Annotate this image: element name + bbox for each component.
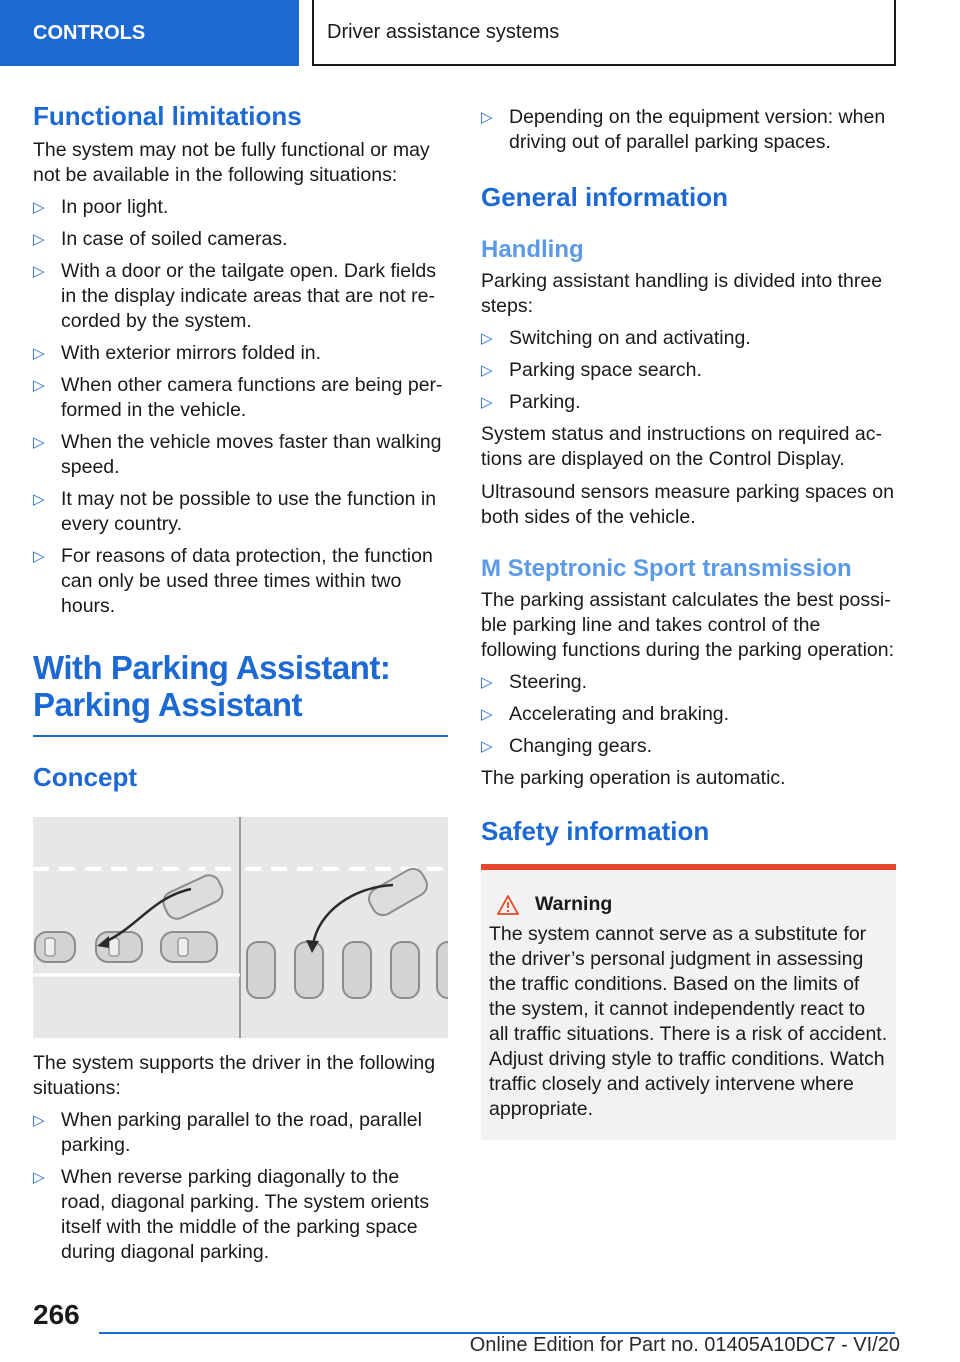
steptronic-list <box>481 670 896 759</box>
list-item-text: Parking. <box>509 391 581 413</box>
continued-list <box>481 105 896 155</box>
functional-limitations-heading: Functional limitations <box>33 101 302 131</box>
triangle-bullet-icon: ▷ <box>33 434 45 451</box>
list-item-text: In poor light. <box>61 196 169 218</box>
parking-illustration-graphic <box>33 817 448 1038</box>
concept-intro: The system supports the driver in the following situations: <box>33 1052 436 1099</box>
warning-title: Warning <box>535 893 613 915</box>
safety-information-heading: Safety information <box>481 816 710 846</box>
triangle-bullet-icon: ▷ <box>33 377 45 394</box>
list-item <box>33 430 448 480</box>
list-item <box>33 341 448 366</box>
list-item-text: In case of soiled cameras. <box>61 228 288 250</box>
functional-limitations-intro: The system may not be fully functional or may not be available in the following situations: <box>33 139 430 186</box>
left-column <box>33 100 448 1265</box>
triangle-bullet-icon: ▷ <box>481 330 493 347</box>
list-item <box>33 373 448 423</box>
triangle-bullet-icon: ▷ <box>33 199 45 216</box>
list-item <box>481 105 896 155</box>
parking-illustration <box>33 817 448 1038</box>
list-item-text: Steering. <box>509 671 588 693</box>
list-item-text: With a door or the tailgate open. Dark fields in the display indicate areas that are not recorded by the system. <box>61 260 437 332</box>
list-item <box>33 259 448 334</box>
handling-paragraph-2: Ultrasound sensors measure parking spaces on both sides of the vehicle. <box>481 481 894 528</box>
page-number: 266 <box>33 1299 80 1330</box>
warning-text: The system cannot serve as a substitute for the driver’s personal judgment in assessing the traffic conditions. Based on the limits of the system, it cannot independently react to all traffic situations. There is a risk of accident. Adjust driving style to traffic conditions. Watch traffic closely and actively intervene where appropriate. <box>489 923 888 1120</box>
section-title: Driver assistance systems <box>312 0 896 66</box>
list-item <box>33 1108 448 1158</box>
list-item-text: Accelerating and braking. <box>509 703 730 725</box>
heading-rule <box>33 735 448 737</box>
list-item-text: When other camera functions are being performed in the vehicle. <box>61 374 443 421</box>
triangle-bullet-icon: ▷ <box>481 706 493 723</box>
list-item-text: When the vehicle moves faster than walking speed. <box>61 431 442 478</box>
list-item <box>481 734 896 759</box>
triangle-bullet-icon: ▷ <box>33 345 45 362</box>
list-item <box>481 358 896 383</box>
warning-box <box>481 864 896 1140</box>
triangle-bullet-icon: ▷ <box>33 548 45 565</box>
warning-triangle-icon <box>497 895 519 915</box>
list-item <box>33 195 448 220</box>
list-item <box>33 544 448 619</box>
chapter-tab: CONTROLS <box>0 0 299 66</box>
list-item <box>33 487 448 537</box>
handling-intro: Parking assistant handling is divided into three steps: <box>481 270 883 317</box>
triangle-bullet-icon: ▷ <box>33 231 45 248</box>
triangle-bullet-icon: ▷ <box>33 491 45 508</box>
list-item <box>33 1165 448 1265</box>
handling-list <box>481 326 896 415</box>
list-item-text: Changing gears. <box>509 735 653 757</box>
triangle-bullet-icon: ▷ <box>33 263 45 280</box>
list-item-text: Switching on and activating. <box>509 327 751 349</box>
steptronic-outro: The parking operation is automatic. <box>481 767 786 789</box>
list-item-text: It may not be possible to use the function in every country. <box>61 488 437 535</box>
concept-list <box>33 1108 448 1265</box>
steptronic-intro: The parking assistant calculates the best possible parking line and takes control of the following functions during the parking operation: <box>481 589 895 661</box>
list-item-text: For reasons of data protection, the function can only be used three times within two hours. <box>61 545 433 617</box>
warning-title-row <box>489 892 888 917</box>
list-item <box>481 702 896 727</box>
handling-heading: Handling <box>481 236 584 263</box>
list-item <box>481 326 896 351</box>
triangle-bullet-icon: ▷ <box>481 362 493 379</box>
general-information-heading: General information <box>481 182 729 212</box>
triangle-bullet-icon: ▷ <box>481 674 493 691</box>
list-item-text: Depending on the equipment version: when driving out of parallel parking spaces. <box>509 106 886 153</box>
triangle-bullet-icon: ▷ <box>33 1112 45 1129</box>
concept-heading: Concept <box>33 762 137 792</box>
list-item-text: When parking parallel to the road, parallel parking. <box>61 1109 422 1156</box>
functional-limitations-list <box>33 195 448 619</box>
list-item-text: With exterior mirrors folded in. <box>61 342 322 364</box>
right-column <box>481 100 896 1140</box>
list-item <box>481 390 896 415</box>
list-item <box>33 227 448 252</box>
triangle-bullet-icon: ▷ <box>33 1169 45 1186</box>
list-item <box>481 670 896 695</box>
triangle-bullet-icon: ▷ <box>481 109 493 126</box>
triangle-bullet-icon: ▷ <box>481 738 493 755</box>
handling-paragraph-1: System status and instructions on required actions are displayed on the Control Display. <box>481 423 883 470</box>
list-item-text: Parking space search. <box>509 359 702 381</box>
steptronic-heading: M Steptronic Sport transmission <box>481 555 852 582</box>
edition-footer: Online Edition for Part no. 01405A10DC7 - VI/20 <box>469 1334 900 1356</box>
parking-assistant-heading: With Parking Assistant: Parking Assistant <box>33 649 391 723</box>
list-item-text: When reverse parking diagonally to the road, diagonal parking. The system orients itself with the middle of the parking space during diagonal parking. <box>61 1166 430 1263</box>
triangle-bullet-icon: ▷ <box>481 394 493 411</box>
